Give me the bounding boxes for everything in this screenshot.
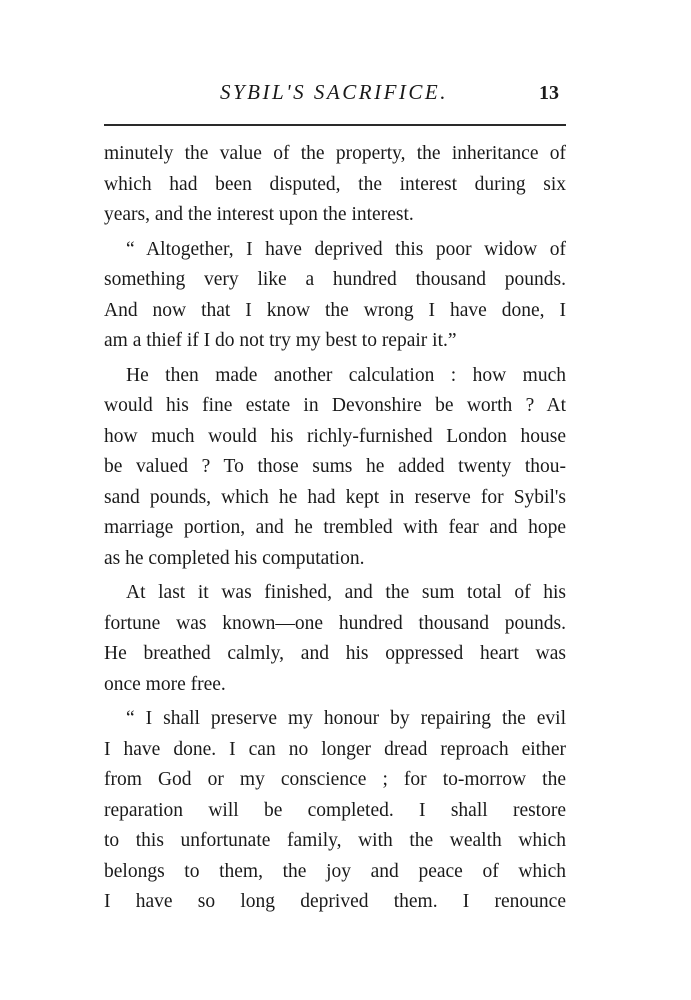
paragraph — [104, 235, 566, 357]
text-line: would his fine estate in Devonshire be worth ? At — [104, 395, 566, 416]
text-line: something very like a hundred thousand pounds. — [104, 269, 566, 290]
text-line: sand pounds, which he had kept in reserve for Sybil's — [104, 486, 566, 508]
text-line: “ Altogether, I have deprived this poor widow of — [126, 238, 566, 260]
text-line: fortune was known—one hundred thousand pounds. — [104, 612, 566, 634]
text-line: minutely the value of the property, the inheritance of — [104, 143, 566, 164]
text-line: “ I shall preserve my honour by repairing the evil — [126, 708, 566, 729]
text-line: which had been disputed, the interest during six — [104, 173, 566, 195]
text-line: I have done. I can no longer dread reproach either — [104, 738, 566, 760]
text-line: from God or my conscience ; for to-morrow the — [104, 769, 566, 790]
running-head — [0, 80, 691, 110]
text-line: am a thief if I do not try my best to repair it.” — [104, 330, 457, 351]
paragraph — [104, 704, 566, 918]
body-text — [104, 139, 566, 922]
text-line: as he completed his computation. — [104, 547, 365, 569]
text-line: And now that I know the wrong I have done, I — [104, 299, 566, 321]
text-line: belongs to them, the joy and peace of which — [104, 860, 566, 882]
text-line: At last it was finished, and the sum total of his — [126, 582, 566, 603]
page-number: 13 — [539, 82, 559, 104]
text-line: He breathed calmly, and his oppressed heart was — [104, 643, 566, 664]
text-line: years, and the interest upon the interest. — [104, 204, 414, 225]
paragraph — [104, 578, 566, 700]
header-rule — [104, 124, 566, 126]
text-line: be valued ? To those sums he added twenty thou- — [104, 456, 566, 477]
paragraph — [104, 361, 566, 575]
text-line: how much would his richly-furnished London house — [104, 425, 566, 447]
text-line: reparation will be completed. I shall restore — [104, 799, 566, 821]
text-line: I have so long deprived them. I renounce — [104, 891, 566, 912]
text-line: once more free. — [104, 673, 226, 695]
running-title: SYBIL'S SACRIFICE. — [220, 80, 448, 104]
text-line: He then made another calculation : how much — [126, 364, 566, 386]
text-line: to this unfortunate family, with the wealth which — [104, 830, 566, 851]
paragraph — [104, 139, 566, 231]
text-line: marriage portion, and he trembled with fear and hope — [104, 517, 566, 538]
